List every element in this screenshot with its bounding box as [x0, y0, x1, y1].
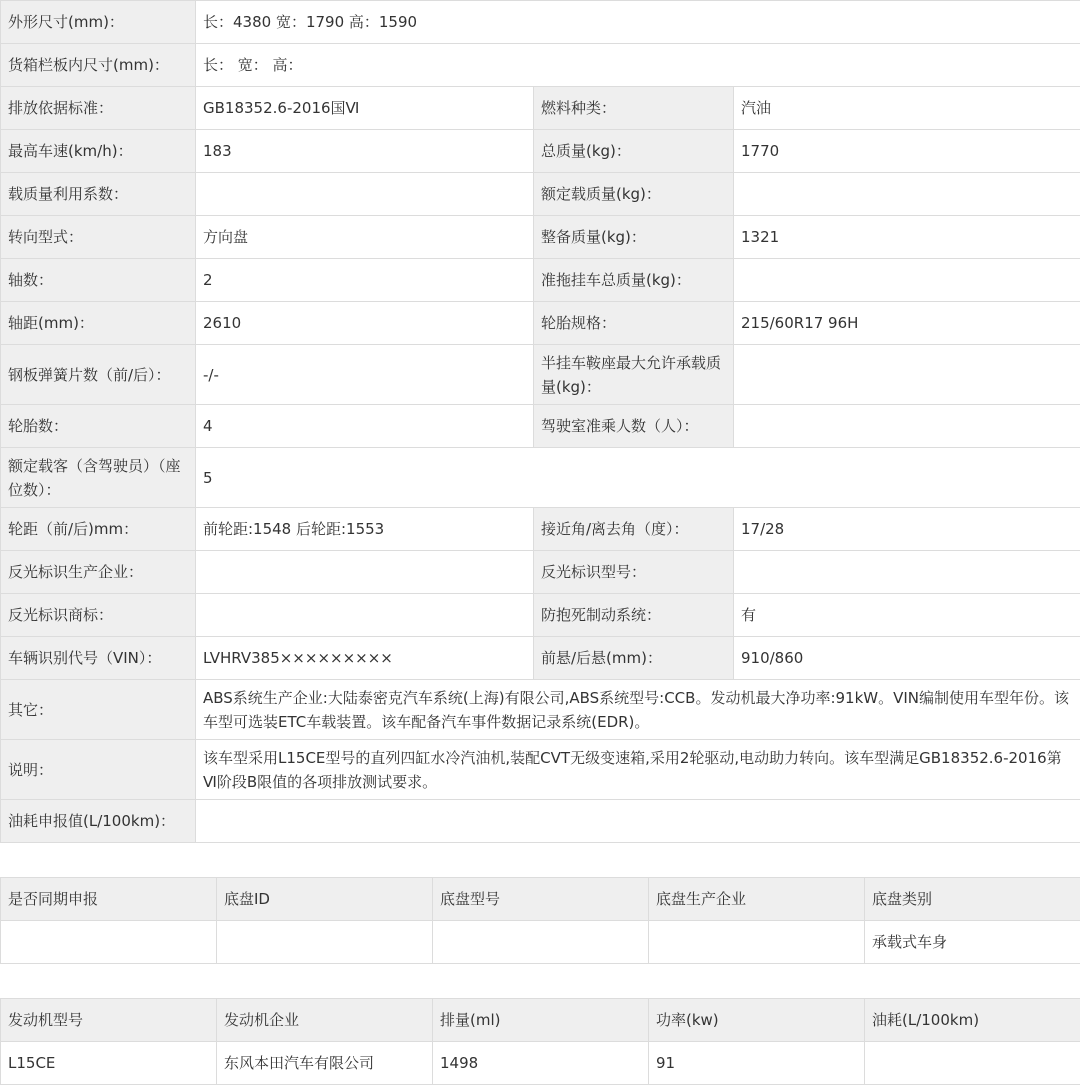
spec-row	[1, 800, 1080, 843]
spec-value: 215/60R17 96H	[734, 302, 1080, 345]
spec-label: 转向型式：	[1, 216, 196, 259]
spec-label: 其它：	[1, 680, 196, 740]
spec-row	[1, 130, 1080, 173]
engine-table	[0, 998, 1080, 1085]
spec-value	[734, 345, 1080, 405]
spec-label: 轮胎数：	[1, 405, 196, 448]
spec-value: 17/28	[734, 508, 1080, 551]
table-row	[1, 1042, 1080, 1085]
spec-label: 额定载质量(kg)：	[534, 173, 734, 216]
section-gap	[0, 964, 1080, 998]
spec-label: 总质量(kg)：	[534, 130, 734, 173]
spec-row	[1, 448, 1080, 508]
spec-value: 2610	[196, 302, 534, 345]
spec-row	[1, 44, 1080, 87]
spec-row	[1, 405, 1080, 448]
spec-label: 油耗申报值(L/100km)：	[1, 800, 196, 843]
spec-value: ABS系统生产企业:大陆泰密克汽车系统(上海)有限公司,ABS系统型号:CCB。发动机最大净功率:91kW。VIN编制使用车型年份。该车型可选装ETC车载装置。该车配备汽车事件数据记录系统(EDR)。	[196, 680, 1080, 740]
spec-value: 1321	[734, 216, 1080, 259]
chassis-cell	[1, 921, 217, 964]
spec-row	[1, 594, 1080, 637]
spec-label: 反光标识型号：	[534, 551, 734, 594]
spec-value	[196, 594, 534, 637]
spec-label: 额定载客（含驾驶员）（座位数）：	[1, 448, 196, 508]
spec-value: 2	[196, 259, 534, 302]
spec-label: 整备质量(kg)：	[534, 216, 734, 259]
spec-label: 准拖挂车总质量(kg)：	[534, 259, 734, 302]
spec-value: 1770	[734, 130, 1080, 173]
spec-value	[196, 173, 534, 216]
spec-value: 前轮距:1548 后轮距:1553	[196, 508, 534, 551]
engine-cell: 1498	[433, 1042, 649, 1085]
chassis-column-header: 底盘型号	[433, 878, 649, 921]
spec-label: 反光标识生产企业：	[1, 551, 196, 594]
chassis-column-header: 底盘生产企业	[649, 878, 865, 921]
spec-row	[1, 637, 1080, 680]
spec-value: 910/860	[734, 637, 1080, 680]
spec-label: 外形尺寸(mm)：	[1, 1, 196, 44]
section-gap	[0, 843, 1080, 877]
spec-value: 有	[734, 594, 1080, 637]
chassis-cell	[433, 921, 649, 964]
spec-value	[734, 259, 1080, 302]
spec-value: 长：4380 宽：1790 高：1590	[196, 1, 1080, 44]
engine-cell	[865, 1042, 1080, 1085]
spec-value: 方向盘	[196, 216, 534, 259]
spec-label: 驾驶室准乘人数（人）：	[534, 405, 734, 448]
spec-label: 最高车速(km/h)：	[1, 130, 196, 173]
chassis-cell	[649, 921, 865, 964]
spec-label: 轮距（前/后)mm：	[1, 508, 196, 551]
spec-label: 燃料种类：	[534, 87, 734, 130]
spec-value	[734, 405, 1080, 448]
engine-column-header: 功率(kw)	[649, 999, 865, 1042]
spec-value: 该车型采用L15CE型号的直列四缸水冷汽油机,装配CVT无级变速箱,采用2轮驱动,电动助力转向。该车型满足GB18352.6-2016第Ⅵ阶段B限值的各项排放测试要求。	[196, 740, 1080, 800]
spec-value: 汽油	[734, 87, 1080, 130]
spec-label: 货箱栏板内尺寸(mm)：	[1, 44, 196, 87]
engine-column-header: 油耗(L/100km)	[865, 999, 1080, 1042]
spec-label: 排放依据标准：	[1, 87, 196, 130]
spec-label: 防抱死制动系统：	[534, 594, 734, 637]
spec-value: 长： 宽： 高：	[196, 44, 1080, 87]
engine-column-header: 发动机型号	[1, 999, 217, 1042]
spec-label: 前悬/后悬(mm)：	[534, 637, 734, 680]
spec-row	[1, 1, 1080, 44]
spec-row	[1, 216, 1080, 259]
spec-row	[1, 345, 1080, 405]
engine-cell: 东风本田汽车有限公司	[217, 1042, 433, 1085]
chassis-cell	[217, 921, 433, 964]
spec-value	[196, 800, 1080, 843]
spec-label: 钢板弹簧片数（前/后）：	[1, 345, 196, 405]
chassis-column-header: 是否同期申报	[1, 878, 217, 921]
spec-row	[1, 259, 1080, 302]
spec-row	[1, 87, 1080, 130]
spec-value	[196, 551, 534, 594]
spec-row	[1, 551, 1080, 594]
spec-label: 接近角/离去角（度）：	[534, 508, 734, 551]
chassis-table	[0, 877, 1080, 964]
spec-label: 车辆识别代号（VIN）：	[1, 637, 196, 680]
spec-label: 轴距(mm)：	[1, 302, 196, 345]
spec-value: -/-	[196, 345, 534, 405]
chassis-column-header: 底盘ID	[217, 878, 433, 921]
vehicle-spec-body	[1, 1, 1080, 843]
spec-row	[1, 680, 1080, 740]
spec-row	[1, 740, 1080, 800]
engine-column-header: 排量(ml)	[433, 999, 649, 1042]
spec-value: GB18352.6-2016国Ⅵ	[196, 87, 534, 130]
engine-column-header: 发动机企业	[217, 999, 433, 1042]
spec-row	[1, 508, 1080, 551]
table-row	[1, 921, 1080, 964]
engine-body	[1, 999, 1080, 1085]
engine-header-row	[1, 999, 1080, 1042]
spec-label: 载质量利用系数：	[1, 173, 196, 216]
chassis-body	[1, 878, 1080, 964]
spec-value	[734, 173, 1080, 216]
chassis-header-row	[1, 878, 1080, 921]
chassis-column-header: 底盘类别	[865, 878, 1080, 921]
spec-label: 反光标识商标：	[1, 594, 196, 637]
spec-row	[1, 302, 1080, 345]
spec-value: LVHRV385×××××××××	[196, 637, 534, 680]
spec-label: 半挂车鞍座最大允许承载质量(kg)：	[534, 345, 734, 405]
engine-cell: L15CE	[1, 1042, 217, 1085]
spec-value	[734, 551, 1080, 594]
spec-value: 183	[196, 130, 534, 173]
engine-cell: 91	[649, 1042, 865, 1085]
spec-value: 5	[196, 448, 1080, 508]
spec-row	[1, 173, 1080, 216]
spec-label: 轴数：	[1, 259, 196, 302]
spec-label: 轮胎规格：	[534, 302, 734, 345]
chassis-cell: 承载式车身	[865, 921, 1080, 964]
spec-label: 说明：	[1, 740, 196, 800]
spec-value: 4	[196, 405, 534, 448]
